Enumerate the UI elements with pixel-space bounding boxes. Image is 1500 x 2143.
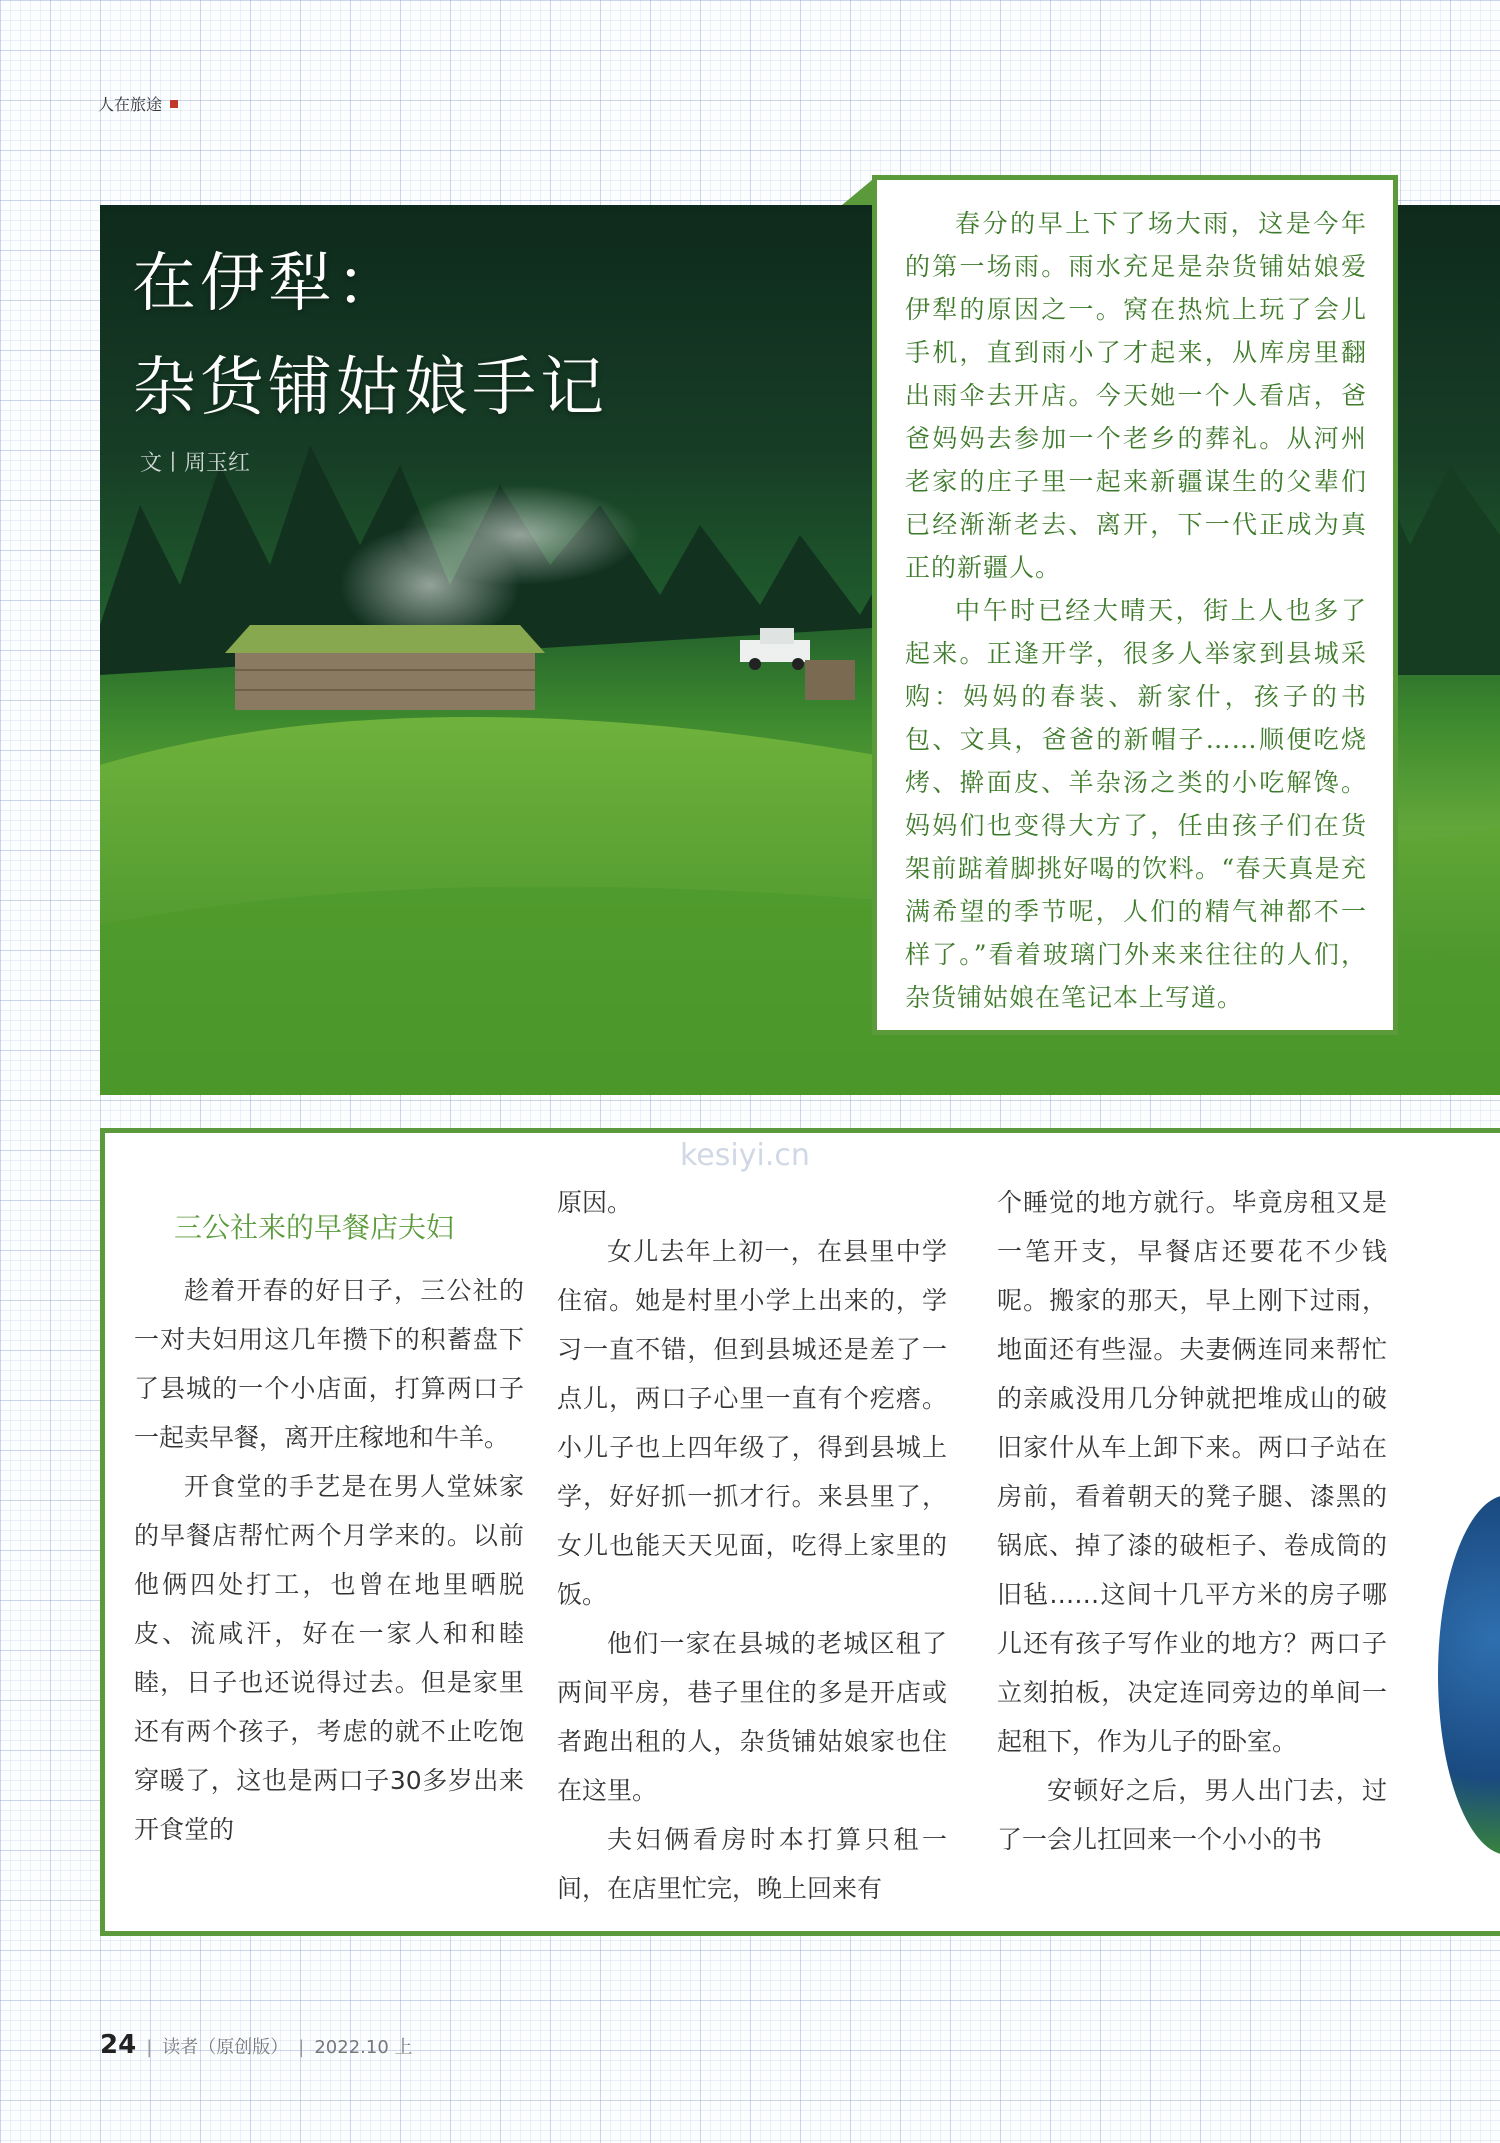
body-paragraph-continued: 原因。 (557, 1188, 633, 1217)
column-3 (997, 1178, 1387, 1864)
section-subheading: 三公社来的早餐店夫妇 (174, 1211, 455, 1244)
title-line-2: 杂货铺姑娘手记 (132, 351, 608, 425)
body-paragraph: 开食堂的手艺是在男人堂妹家的早餐店帮忙两个月学来的。以前他俩四处打工，也曾在地里晒脱皮、流咸汗，好在一家人和和睦睦，日子也还说得过去。但是家里还有两个孩子，考虑的就不止吃饱穿暖了，这也是两口子30多岁出来开食堂的 (134, 1472, 524, 1844)
magazine-name: 读者（原创版） (162, 2037, 289, 2058)
column-2 (557, 1178, 947, 1913)
footer-separator: | (146, 2037, 153, 2058)
body-paragraph: 夫妇俩看房时本打算只租一间，在店里忙完，晚上回来有 (557, 1825, 947, 1903)
body-paragraph: 女儿去年上初一，在县里中学住宿。她是村里小学上出来的，学习一直不错，但到县城还是差了一点儿，两口子心里一直有个疙瘩。小儿子也上四年级了，得到县城上学，好好抓一抓才行。来县里了，女儿也能天天见面，吃得上家里的饭。 (557, 1237, 947, 1609)
page-number: 24 (100, 2030, 137, 2060)
body-paragraph: 安顿好之后，男人出门去，过了一会儿扛回来一个小小的书 (997, 1776, 1387, 1854)
page-footer (100, 2030, 413, 2060)
note-paragraph: 中午时已经大晴天，街上人也多了起来。正逢开学，很多人举家到县城采购：妈妈的春装、新家什，孩子的书包、文具，爸爸的新帽子……顺便吃烧烤、擀面皮、羊杂汤之类的小吃解馋。妈妈们也变得大方了，任由孩子们在货架前踮着脚挑好喝的饮料。“春天真是充满希望的季节呢，人们的精气神都不一样了。”看着玻璃门外来来往往的人们，杂货铺姑娘在笔记本上写道。 (905, 596, 1367, 1012)
section-label: 人在旅途 (98, 95, 163, 114)
watermark: kesiyi.cn (680, 1138, 810, 1173)
article-title (132, 232, 608, 440)
footer-separator: | (298, 2037, 305, 2058)
note-paragraph: 春分的早上下了场大雨，这是今年的第一场雨。雨水充足是杂货铺姑娘爱伊犁的原因之一。窝在热炕上玩了会儿手机，直到雨小了才起来，从库房里翻出雨伞去开店。今天她一个人看店，爸爸妈妈去参加一个老乡的葬礼。从河州老家的庄子里一起来新疆谋生的父辈们已经渐渐老去、离开，下一代正成为真正的新疆人。 (905, 209, 1367, 582)
diary-note-box (872, 175, 1398, 1035)
section-mark (170, 100, 178, 108)
title-line-1: 在伊犁： (132, 247, 404, 321)
issue-date: 2022.10 上 (314, 2037, 413, 2058)
column-1 (134, 1208, 524, 1854)
log-cabin (225, 625, 545, 710)
small-shed (805, 660, 855, 700)
section-tag (98, 92, 178, 115)
byline: 文丨周玉红 (140, 451, 251, 476)
body-paragraph: 趁着开春的好日子，三公社的一对夫妇用这几年攒下的积蓄盘下了县城的一个小店面，打算两口子一起卖早餐，离开庄稼地和牛羊。 (134, 1276, 524, 1452)
body-paragraph-continued: 个睡觉的地方就行。毕竟房租又是一笔开支，早餐店还要花不少钱呢。搬家的那天，早上刚下过雨，地面还有些湿。夫妻俩连同来帮忙的亲戚没用几分钟就把堆成山的破旧家什从车上卸下来。两口子站在房前，看着朝天的凳子腿、漆黑的锅底、掉了漆的破柜子、卷成筒的旧毡……这间十几平方米的房子哪儿还有孩子写作业的地方？两口子立刻拍板，决定连同旁边的单间一起租下，作为儿子的卧室。 (997, 1188, 1387, 1756)
body-paragraph: 他们一家在县城的老城区租了两间平房，巷子里住的多是开店或者跑出租的人，杂货铺姑娘家也住在这里。 (557, 1629, 947, 1805)
